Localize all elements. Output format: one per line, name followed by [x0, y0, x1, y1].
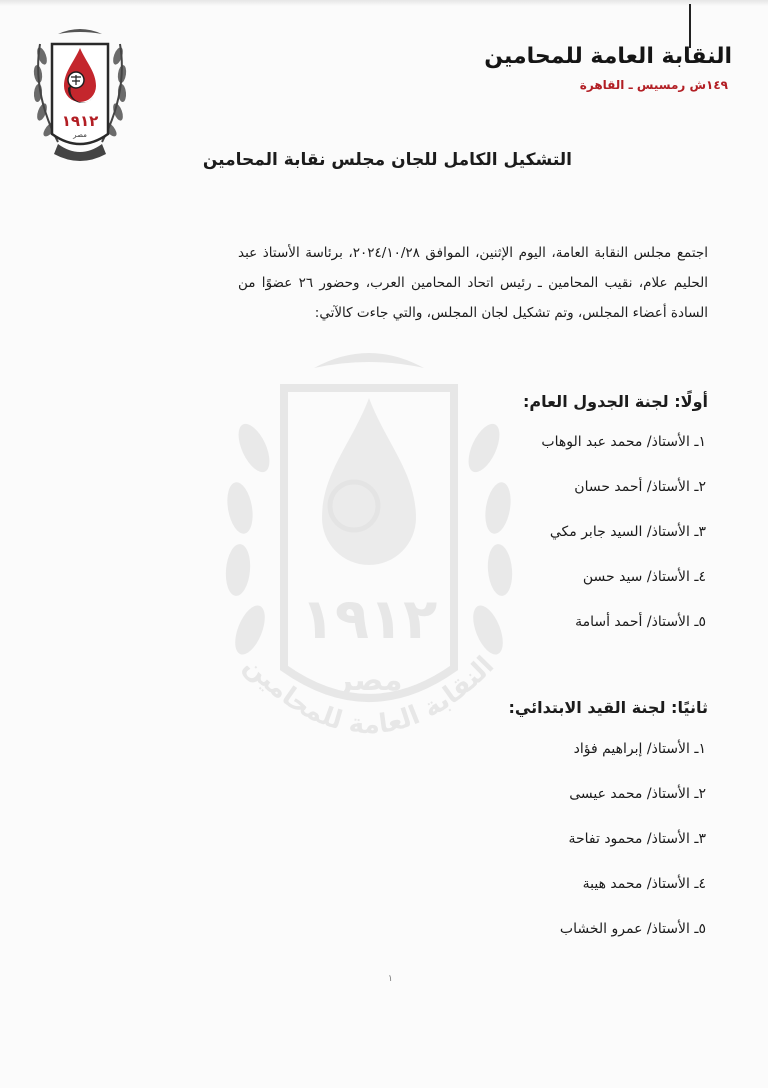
member-item: ٢ـ الأستاذ/ محمد عيسى	[569, 786, 706, 802]
member-item: ١ـ الأستاذ/ إبراهيم فؤاد	[573, 741, 706, 757]
member-item: ٣ـ الأستاذ/ محمود تفاحة	[568, 831, 706, 847]
document-title: التشكيل الكامل للجان مجلس نقابة المحامين	[202, 150, 572, 170]
member-item: ٥ـ الأستاذ/ أحمد أسامة	[575, 614, 706, 630]
intro-paragraph: اجتمع مجلس النقابة العامة، اليوم الإثنين، الموافق ٢٠٢٤/١٠/٢٨، برئاسة الأستاذ عبد الحليم علام، نقيب المحامين ـ رئيس اتحاد المحامين العرب، وحضور ٢٦ عضوًا من السادة أعضاء المجلس، وتم تشكيل لجان المجلس، والتي جاءت كالآتي:	[238, 245, 708, 321]
watermark-arc-path: النقابة العامة للمحامين	[237, 650, 501, 741]
committee-initial-registration-title: ثانيًا: لجنة القيد الابتدائي:	[508, 698, 708, 717]
committee-initial-registration-members	[406, 741, 706, 966]
logo-numerals: ١٩١٢	[61, 112, 99, 130]
logo-country: مصر	[73, 131, 87, 139]
syndicate-logo	[28, 22, 132, 168]
member-item: ٢ـ الأستاذ/ أحمد حسان	[574, 479, 706, 495]
header-mark	[689, 4, 691, 48]
watermark-country: مصر	[335, 663, 403, 698]
page-number: ١	[388, 974, 393, 984]
member-item: ٥ـ الأستاذ/ عمرو الخشاب	[559, 921, 706, 937]
committee-general-roll-title: أولًا: لجنة الجدول العام:	[523, 392, 708, 411]
organization-address: ١٤٩ش رمسيس ـ القاهرة	[579, 78, 728, 92]
committee-general-roll-members	[406, 434, 706, 659]
member-item: ٤ـ الأستاذ/ سيد حسن	[582, 569, 706, 585]
member-item: ٣ـ الأستاذ/ السيد جابر مكي	[549, 524, 706, 540]
organization-name: النقابة العامة للمحامين	[484, 44, 732, 69]
watermark-numerals: ١٩١٢	[300, 587, 438, 652]
member-item: ٤ـ الأستاذ/ محمد هيبة	[582, 876, 706, 892]
member-item: ١ـ الأستاذ/ محمد عبد الوهاب	[541, 434, 706, 450]
scan-edge	[0, 0, 768, 6]
